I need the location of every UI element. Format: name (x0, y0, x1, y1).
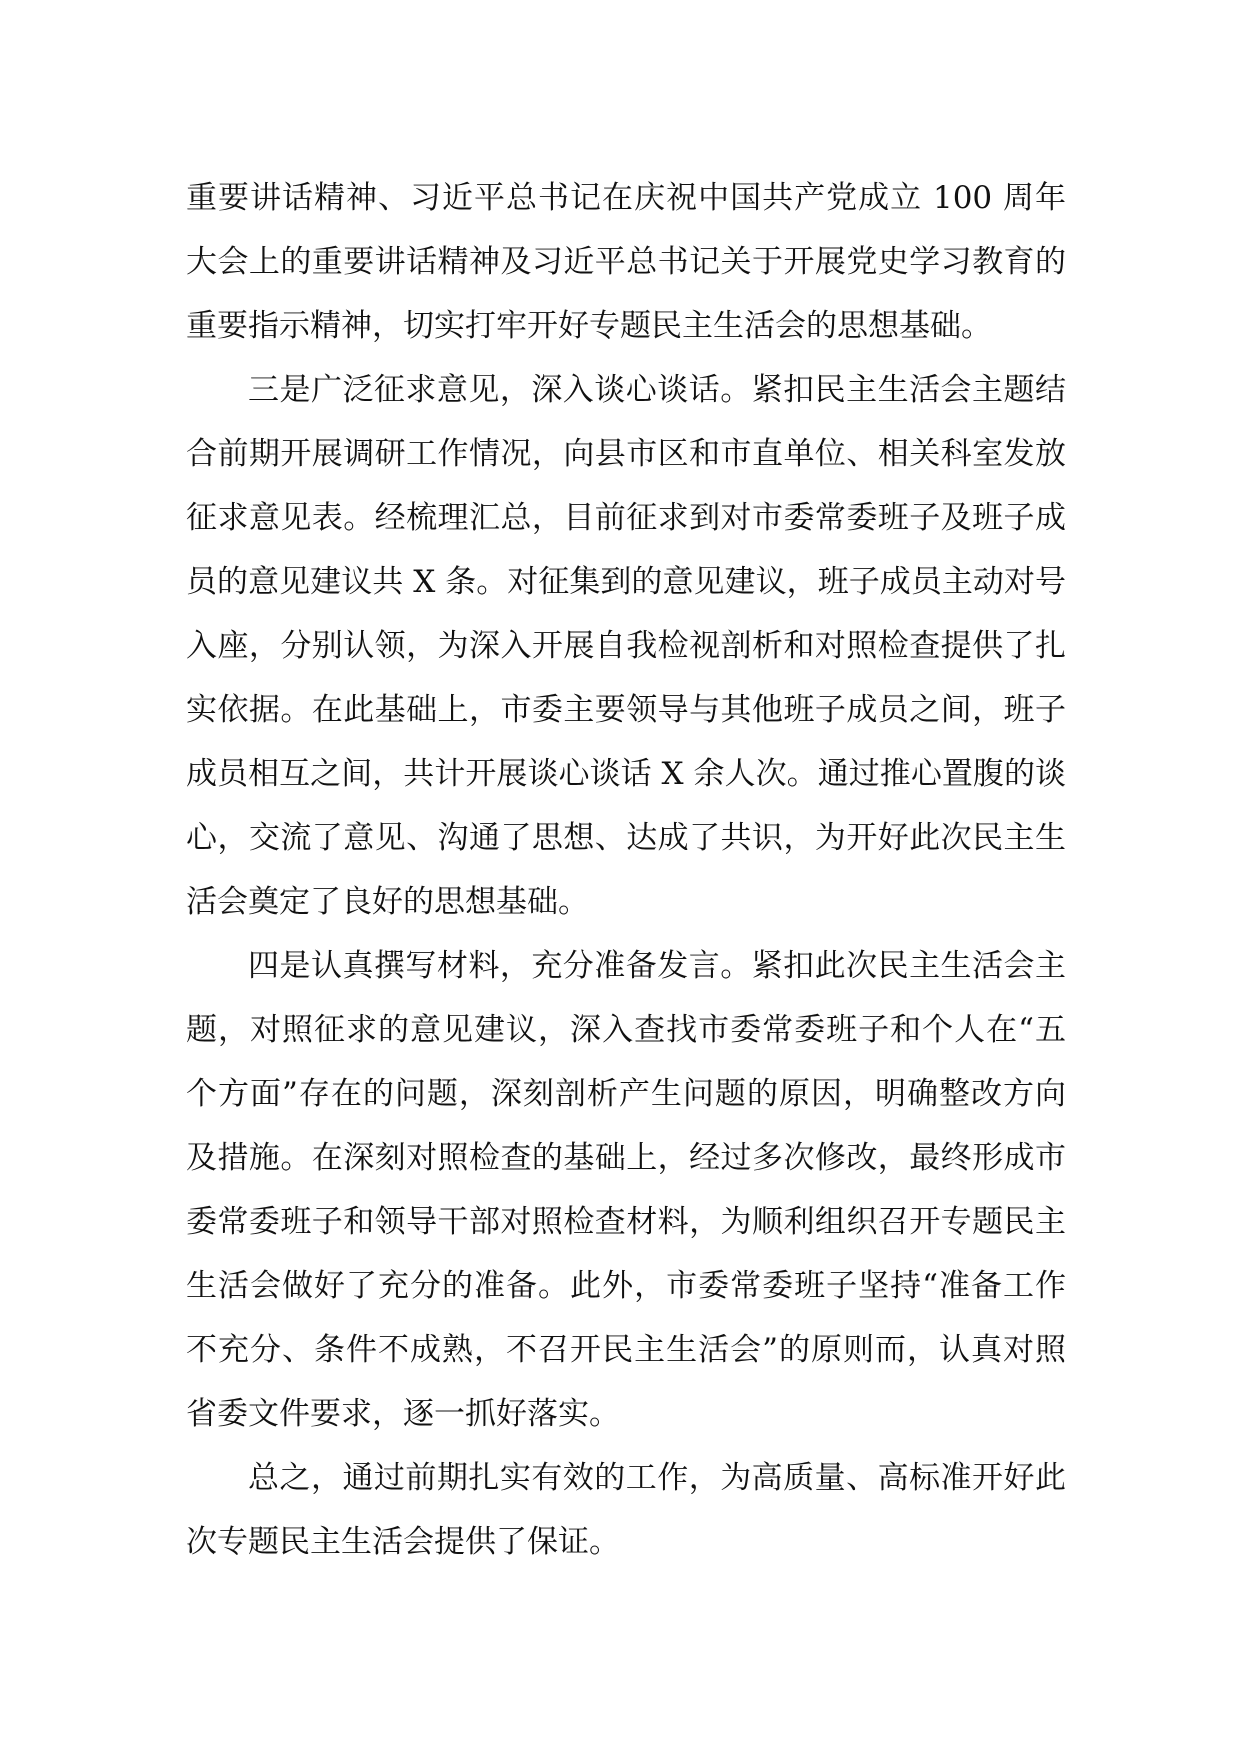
paragraph-2: 三是广泛征求意见，深入谈心谈话。紧扣民主生活会主题结合前期开展调研工作情况，向县市区和市直单位、相关科室发放征求意见表。经梳理汇总，目前征求到对市委常委班子及班子成员的意见建议共 X 条。对征集到的意见建议，班子成员主动对号入座，分别认领，为深入开展自我检视剖析和对照检查提供了扎实依据。在此基础上，市委主要领导与其他班子成员之间，班子成员相互之间，共计开展谈心谈话 X 余人次。通过推心置腹的谈心，交流了意见、沟通了思想、达成了共识，为开好此次民主生活会奠定了良好的思想基础。 (186, 372, 1066, 920)
paragraph-1: 重要讲话精神、习近平总书记在庆祝中国共产党成立 100 周年大会上的重要讲话精神及习近平总书记关于开展党史学习教育的重要指示精神，切实打牢开好专题民主生活会的思想基础。 (186, 180, 1066, 344)
paragraph-4: 总之，通过前期扎实有效的工作，为高质量、高标准开好此次专题民主生活会提供了保证。 (186, 1460, 1066, 1560)
paragraph-3: 四是认真撰写材料，充分准备发言。紧扣此次民主生活会主题，对照征求的意见建议，深入查找市委常委班子和个人在“五个方面”存在的问题，深刻剖析产生问题的原因，明确整改方向及措施。在深刻对照检查的基础上，经过多次修改，最终形成市委常委班子和领导干部对照检查材料，为顺利组织召开专题民主生活会做好了充分的准备。此外，市委常委班子坚持“准备工作不充分、条件不成熟，不召开民主生活会”的原则而，认真对照省委文件要求，逐一抓好落实。 (186, 948, 1066, 1432)
document-body (186, 166, 1066, 1574)
